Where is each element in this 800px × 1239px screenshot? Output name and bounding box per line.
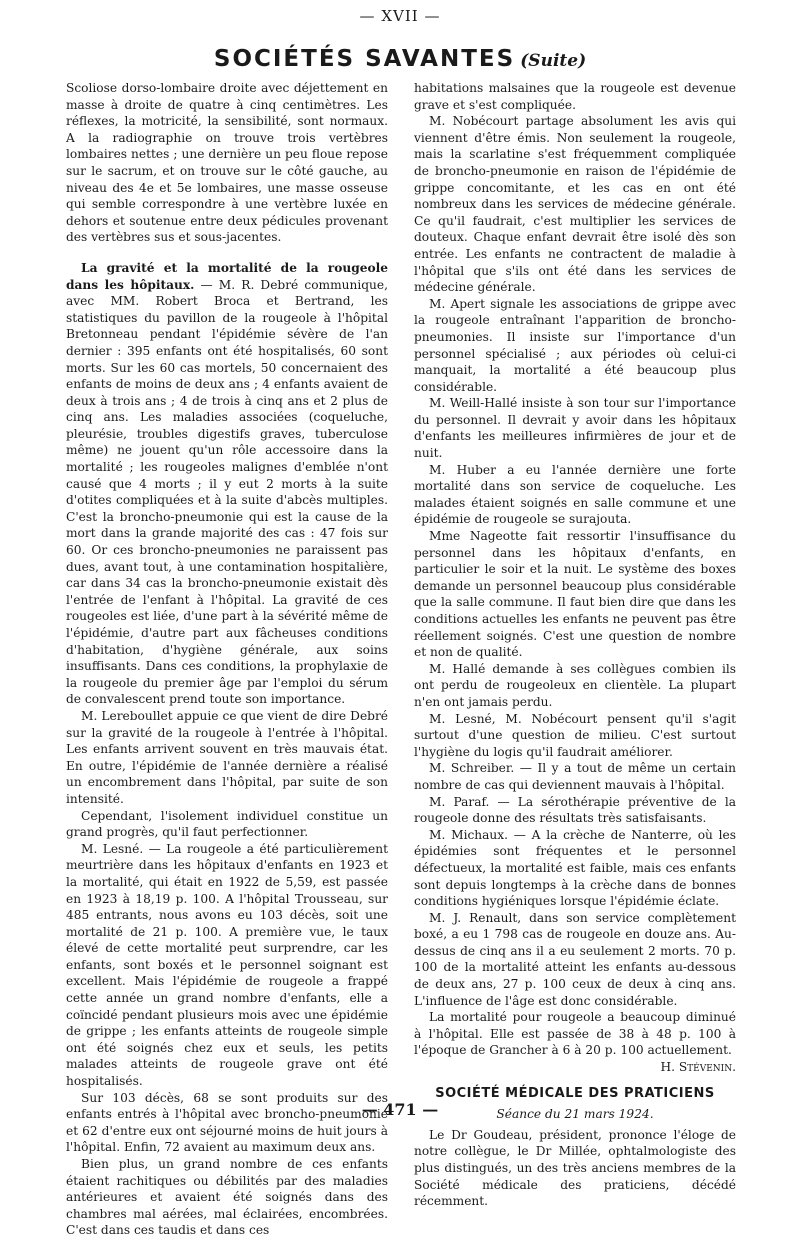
page-title-suffix: (Suite) <box>520 51 587 71</box>
section-subtitle: Séance du 21 mars 1924. <box>496 1107 654 1122</box>
section-title: SOCIÉTÉ MÉDICALE DES PRATICIENS <box>435 1085 715 1101</box>
paragraph: M. Apert signale les associations de grippe avec la rougeole entraînant l'apparition de broncho-pneumonies. Il insiste sur l'importance d'un personnel spécialisé ; aux périodes où celui-ci manquait, la mortalité a été beaucoup plus considérable. <box>414 296 736 394</box>
article-text: — M. R. Debré communique, avec MM. Robert Broca et Bertrand, les statistiques du pavillon de la rougeole à l'hôpital Bretonneau pendant l'épidémie sévère de l'an dernier : 395 enfants ont été hospitalisés, 60 sont morts. Sur les 60 cas mortels, 50 concernaient des enfants de moins de deux ans ; 4 enfants avaient de deux à trois ans ; 4 de trois à cinq ans et 2 plus de cinq ans. Les maladies associées (coqueluche, pleurésie, troubles digestifs graves, tuberculose même) ne jouent qu'un rôle accessoire dans la mortalité ; les rougeoles malignes d'emblée n'ont causé que 4 morts ; il y eut 2 morts à la suite d'otites compliquées et à la suite d'abcès multiples. C'est la broncho-pneumonie qui est la cause de la mort dans la grande majorité des cas : 47 fois sur 60. Or ces broncho-pneumonies ne paraissent pas dues, avant tout, à une contamination hospitalière, car dans 34 cas la broncho-pneumonie existait dès l'entrée de l'enfant à l'hôpital. La gravité de ces rougeoles est liée, d'une part à la sévérité même de l'épidémie, d'autre part aux fâcheuses conditions d'habitation, d'hygiène générale, aux soins insuffisants. Dans ces conditions, la prophylaxie de la rougeole du premier âge par l'emploi du sérum de convalescent prend toute son importance. <box>66 277 388 707</box>
article-paragraph <box>66 260 388 708</box>
left-column <box>66 80 388 1239</box>
paragraph: M. Paraf. — La sérothérapie préventive de la rougeole donne des résultats très satisfaisants. <box>414 794 736 826</box>
paragraph: Sur 103 décès, 68 se sont produits sur des enfants entrés à l'hôpital avec broncho-pneumonie et 62 d'entre eux ont séjourné moins de huit jours à l'hôpital. Enfin, 72 avaient au maximum deux ans. <box>66 1090 388 1155</box>
page-number: — 471 — <box>361 1100 439 1119</box>
paragraph: M. Weill-Hallé insiste à son tour sur l'importance du personnel. Il devrait y avoir dans les hôpitaux d'enfants les meilleures infirmières de jour et de nuit. <box>414 396 736 461</box>
paragraph: M. Lereboullet appuie ce que vient de dire Debré sur la gravité de la rougeole à l'entrée à l'hôpital. Les enfants arrivent souvent en très mauvais état. En outre, l'épidémie de l'année dernière a réalisé un encombrement dans l'hôpital, par suite de son intensité. <box>66 708 388 806</box>
paragraph: M. J. Renault, dans son service complètement boxé, a eu 1 798 cas de rougeole en douze ans. Au-dessus de cinq ans il a eu seulement 2 morts. 70 p. 100 de la mortalité atteint les enfants au-dessous de deux ans, 27 p. 100 ceux de deux à cinq ans. L'influence de l'âge est donc considérable. <box>414 910 736 1008</box>
paragraph: La mortalité pour rougeole a beaucoup diminué à l'hôpital. Elle est passée de 38 à 48 p. 100 à l'époque de Grancher à 6 à 20 p. 100 actuellement. <box>414 1010 736 1058</box>
page-title <box>0 46 800 72</box>
paragraph: Le Dr Goudeau, président, prononce l'éloge de notre collègue, le Dr Millée, ophtalmologiste des plus distingués, un des très anciens membres de la Société médicale des praticiens, décédé récemment. <box>414 1127 736 1209</box>
paragraph: M. Michaux. — A la crèche de Nanterre, où les épidémies sont fréquentes et le personnel défectueux, la mortalité est faible, mais ces enfants sont depuis longtemps à la crèche dans de bonnes conditions hygiéniques lorsque l'épidémie éclate. <box>414 827 736 909</box>
paragraph: Mme Nageotte fait ressortir l'insuffisance du personnel dans les hôpitaux d'enfants, en particulier le soir et la nuit. Le système des boxes demande un personnel beaucoup plus considérable que la salle commune. Il faut bien dire que dans les conditions actuelles les enfants ne peuvent pas être réellement soignés. C'est une question de nombre et non de qualité. <box>414 529 736 660</box>
paragraph: M. Huber a eu l'année dernière une forte mortalité dans son service de coqueluche. Les malades étaient soignés en salle commune et une épidémie de rougeole se surajouta. <box>414 462 736 527</box>
paragraph: M. Hallé demande à ses collègues combien ils ont perdu de rougeoleux en clientèle. La plupart n'en ont jamais perdu. <box>414 661 736 709</box>
paragraph: Cependant, l'isolement individuel constitue un grand progrès, qu'il faut perfectionner. <box>66 808 388 840</box>
article-heading: La gravité et la mortalité de la rougeole dans les hôpitaux. <box>66 260 388 292</box>
paragraph: habitations malsaines que la rougeole est devenue grave et s'est compliquée. <box>414 81 736 112</box>
roman-page-header: — XVII — <box>359 7 441 25</box>
paragraph: M. Nobécourt partage absolument les avis qui viennent d'être émis. Non seulement la rougeole, mais la scarlatine s'est fréquemment compliquée de broncho-pneumonie en raison de l'épidémie de grippe concomitante, et les cas en ont été nombreux dans les services de médecine générale. Ce qu'il faudrait, c'est multiplier les services de douteux. Chaque enfant devrait être isolé dès son entrée. Les enfants ne contractent de maladie à l'hôpital que s'ils ont été dans les services de médecine générale. <box>414 114 736 295</box>
paragraph: Scoliose dorso-lombaire droite avec déjettement en masse à droite de quatre à cinq centimètres. Les réflexes, la motricité, la sensibilité, sont normaux. A la radiographie on trouve trois vertèbres lombaires nettes ; une dernière un peu floue repose sur le sacrum, et on trouve sur le côté gauche, au niveau des 4e et 5e lombaires, une masse osseuse qui semble correspondre à une vertèbre luxée en dehors et soutenue entre deux pédicules provenant des vertèbres sus et sous-jacentes. <box>66 81 388 245</box>
paragraph: M. Schreiber. — Il y a tout de même un certain nombre de cas qui deviennent mauvais à l'hôpital. <box>414 761 736 792</box>
paragraph: M. Lesné. — La rougeole a été particulièrement meurtrière dans les hôpitaux d'enfants en 1923 et la mortalité, qui était en 1922 de 5,59, est passée en 1923 à 18,19 p. 100. A l'hôpital Trousseau, sur 485 entrants, nous avons eu 103 décès, soit une mortalité de 21 p. 100. A première vue, le taux élevé de cette mortalité peut surprendre, car les enfants, sont boxés et le personnel soignant est excellent. Mais l'épidémie de rougeole a frappé cette année un grand nombre d'enfants, elle a coïncidé pendant plusieurs mois avec une épidémie de grippe ; les enfants atteints de rougeole simple ont été soignés chez eux et seuls, les petits malades atteints de rougeole grave ont été hospitalisés. <box>66 841 388 1089</box>
signature: H. Stévenin. <box>660 1060 736 1075</box>
right-column <box>414 80 736 1210</box>
page-title-main: SOCIÉTÉS SAVANTES <box>213 46 516 72</box>
paragraph: Bien plus, un grand nombre de ces enfants étaient rachitiques ou débilités par des maladies antérieures et avaient été soignés dans des chambres mal aérées, mal éclairées, encombrées. C'est dans ces taudis et dans ces <box>66 1157 388 1238</box>
paragraph: M. Lesné, M. Nobécourt pensent qu'il s'agit surtout d'une question de milieu. C'est surtout l'hygiène du logis qu'il faudrait améliorer. <box>414 711 736 759</box>
